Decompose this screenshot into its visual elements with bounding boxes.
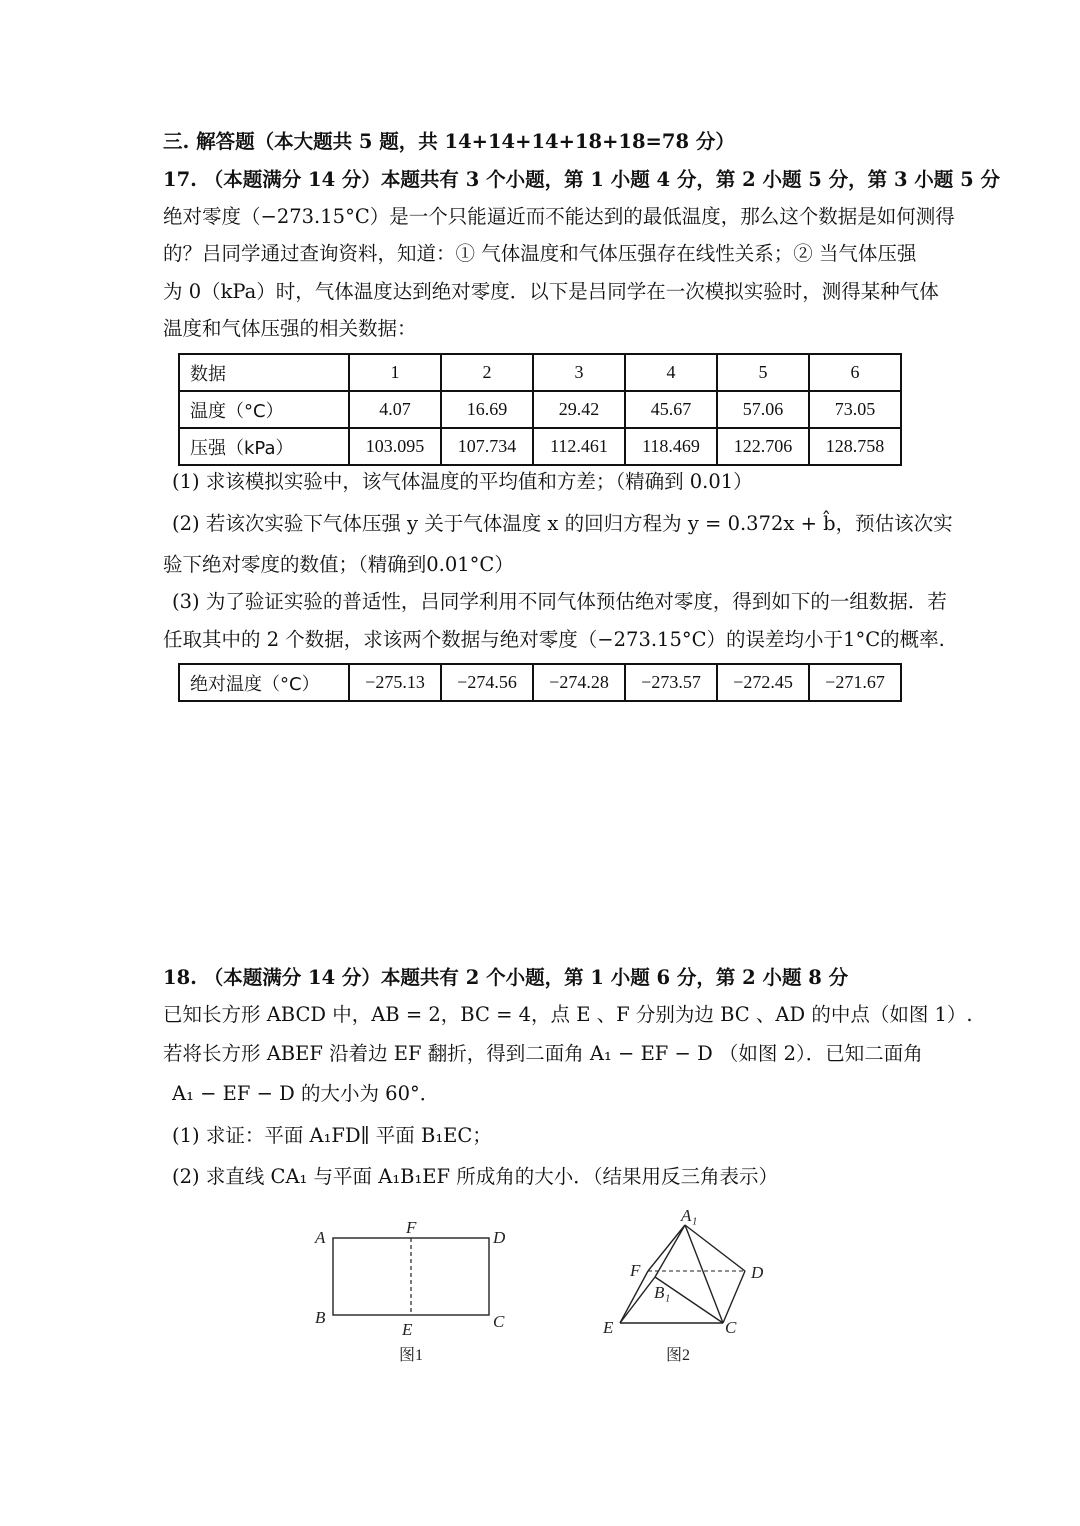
- table-cell: 绝对温度（°C）: [179, 664, 349, 701]
- edge-a1b1: [655, 1225, 685, 1277]
- table-row: [179, 354, 901, 391]
- table-cell: 73.05: [809, 391, 901, 428]
- label-d: D: [493, 1228, 506, 1247]
- q17-intro-line: 绝对零度（−273.15°C）是一个只能逼近而不能达到的最低温度，那么这个数据是如何测得: [163, 205, 955, 228]
- q17-part3: (3) 为了验证实验的普适性，吕同学利用不同气体预估绝对零度，得到如下的一组数据．若: [172, 590, 947, 613]
- table-cell: 118.469: [625, 428, 717, 465]
- q18-text-line: 若将长方形 ABEF 沿着边 EF 翻折，得到二面角 A₁ − EF − D （如图 2）．已知二面角: [163, 1042, 923, 1065]
- table-cell: −274.56: [441, 664, 533, 701]
- table-cell: −275.13: [349, 664, 441, 701]
- q17-data-table: [178, 353, 902, 466]
- table-cell: 6: [809, 354, 901, 391]
- table-cell: 1: [349, 354, 441, 391]
- table-cell: 112.461: [533, 428, 625, 465]
- q17-part2: (2) 若该次实验下气体压强 y 关于气体温度 x 的回归方程为 y = 0.372x + b̂，预估该次实: [172, 512, 953, 535]
- table-cell: 3: [533, 354, 625, 391]
- edge-b1e: [620, 1277, 655, 1323]
- table-cell: −272.45: [717, 664, 809, 701]
- table-cell: 122.706: [717, 428, 809, 465]
- figure-1-rectangle: [300, 1210, 530, 1370]
- table-cell: 103.095: [349, 428, 441, 465]
- q18-part2: (2) 求直线 CA₁ 与平面 A₁B₁EF 所成角的大小．（结果用反三角表示）: [172, 1165, 778, 1188]
- table-row: [179, 664, 901, 701]
- table-cell: −271.67: [809, 664, 901, 701]
- q17-header: 17. （本题满分 14 分）本题共有 3 个小题，第 1 小题 4 分，第 2 小题 5 分，第 3 小题 5 分: [163, 168, 1000, 191]
- table-cell: 5: [717, 354, 809, 391]
- table-cell: 45.67: [625, 391, 717, 428]
- label-e: E: [603, 1318, 614, 1337]
- table-cell: 4: [625, 354, 717, 391]
- table-row: [179, 428, 901, 465]
- table-cell: 57.06: [717, 391, 809, 428]
- q18-text-line: 已知长方形 ABCD 中，AB = 2，BC = 4，点 E 、F 分别为边 BC 、AD 的中点（如图 1）.: [163, 1003, 973, 1026]
- section-heading: 三. 解答题（本大题共 5 题，共 14+14+14+18+18=78 分）: [163, 130, 735, 153]
- figure-2-caption: 图2: [666, 1347, 691, 1364]
- q18-part1: (1) 求证：平面 A₁FD∥ 平面 B₁EC；: [172, 1124, 492, 1147]
- q17-part2-cont: 验下绝对零度的数值；（精确到0.01°C）: [163, 553, 514, 576]
- q18-header: 18. （本题满分 14 分）本题共有 2 个小题，第 1 小题 6 分，第 2 小题 8 分: [163, 966, 849, 989]
- table-cell: −273.57: [625, 664, 717, 701]
- table-cell: 数据: [179, 354, 349, 391]
- label-a1: A₁: [681, 1206, 698, 1225]
- edge-fa1: [648, 1225, 685, 1271]
- label-b: B: [315, 1308, 326, 1327]
- q17-intro-line: 为 0（kPa）时，气体温度达到绝对零度．以下是吕同学在一次模拟实验时，测得某种气体: [163, 280, 939, 303]
- table-cell: 107.734: [441, 428, 533, 465]
- table-row: [179, 391, 901, 428]
- label-a: A: [315, 1228, 326, 1247]
- label-e: E: [402, 1320, 413, 1339]
- table-cell: 压强（kPa）: [179, 428, 349, 465]
- label-f: F: [406, 1218, 417, 1237]
- label-c: C: [493, 1312, 505, 1331]
- q17-absolute-temp-table: [178, 663, 902, 702]
- table-cell: 16.69: [441, 391, 533, 428]
- q17-intro-line: 的？吕同学通过查询资料，知道：① 气体温度和气体压强存在线性关系；② 当气体压强: [163, 242, 917, 265]
- q17-part1: (1) 求该模拟实验中，该气体温度的平均值和方差；（精确到 0.01）: [172, 470, 753, 493]
- table-cell: 4.07: [349, 391, 441, 428]
- label-d: D: [751, 1263, 764, 1282]
- table-cell: 29.42: [533, 391, 625, 428]
- table-cell: 2: [441, 354, 533, 391]
- edge-cd: [723, 1271, 745, 1323]
- table-cell: −274.28: [533, 664, 625, 701]
- label-f: F: [630, 1261, 641, 1280]
- table-cell: 128.758: [809, 428, 901, 465]
- table-cell: 温度（°C）: [179, 391, 349, 428]
- label-c: C: [725, 1318, 737, 1337]
- label-b1: B₁: [654, 1283, 671, 1302]
- q17-part3-cont: 任取其中的 2 个数据，求该两个数据与绝对零度（−273.15°C）的误差均小于1°C的概率.: [163, 628, 945, 651]
- q17-intro-line: 温度和气体压强的相关数据：: [163, 317, 417, 340]
- figure-2-folded-solid: [595, 1205, 785, 1370]
- q18-text-line: A₁ − EF − D 的大小为 60°．: [172, 1082, 440, 1105]
- figure-1-caption: 图1: [399, 1347, 424, 1364]
